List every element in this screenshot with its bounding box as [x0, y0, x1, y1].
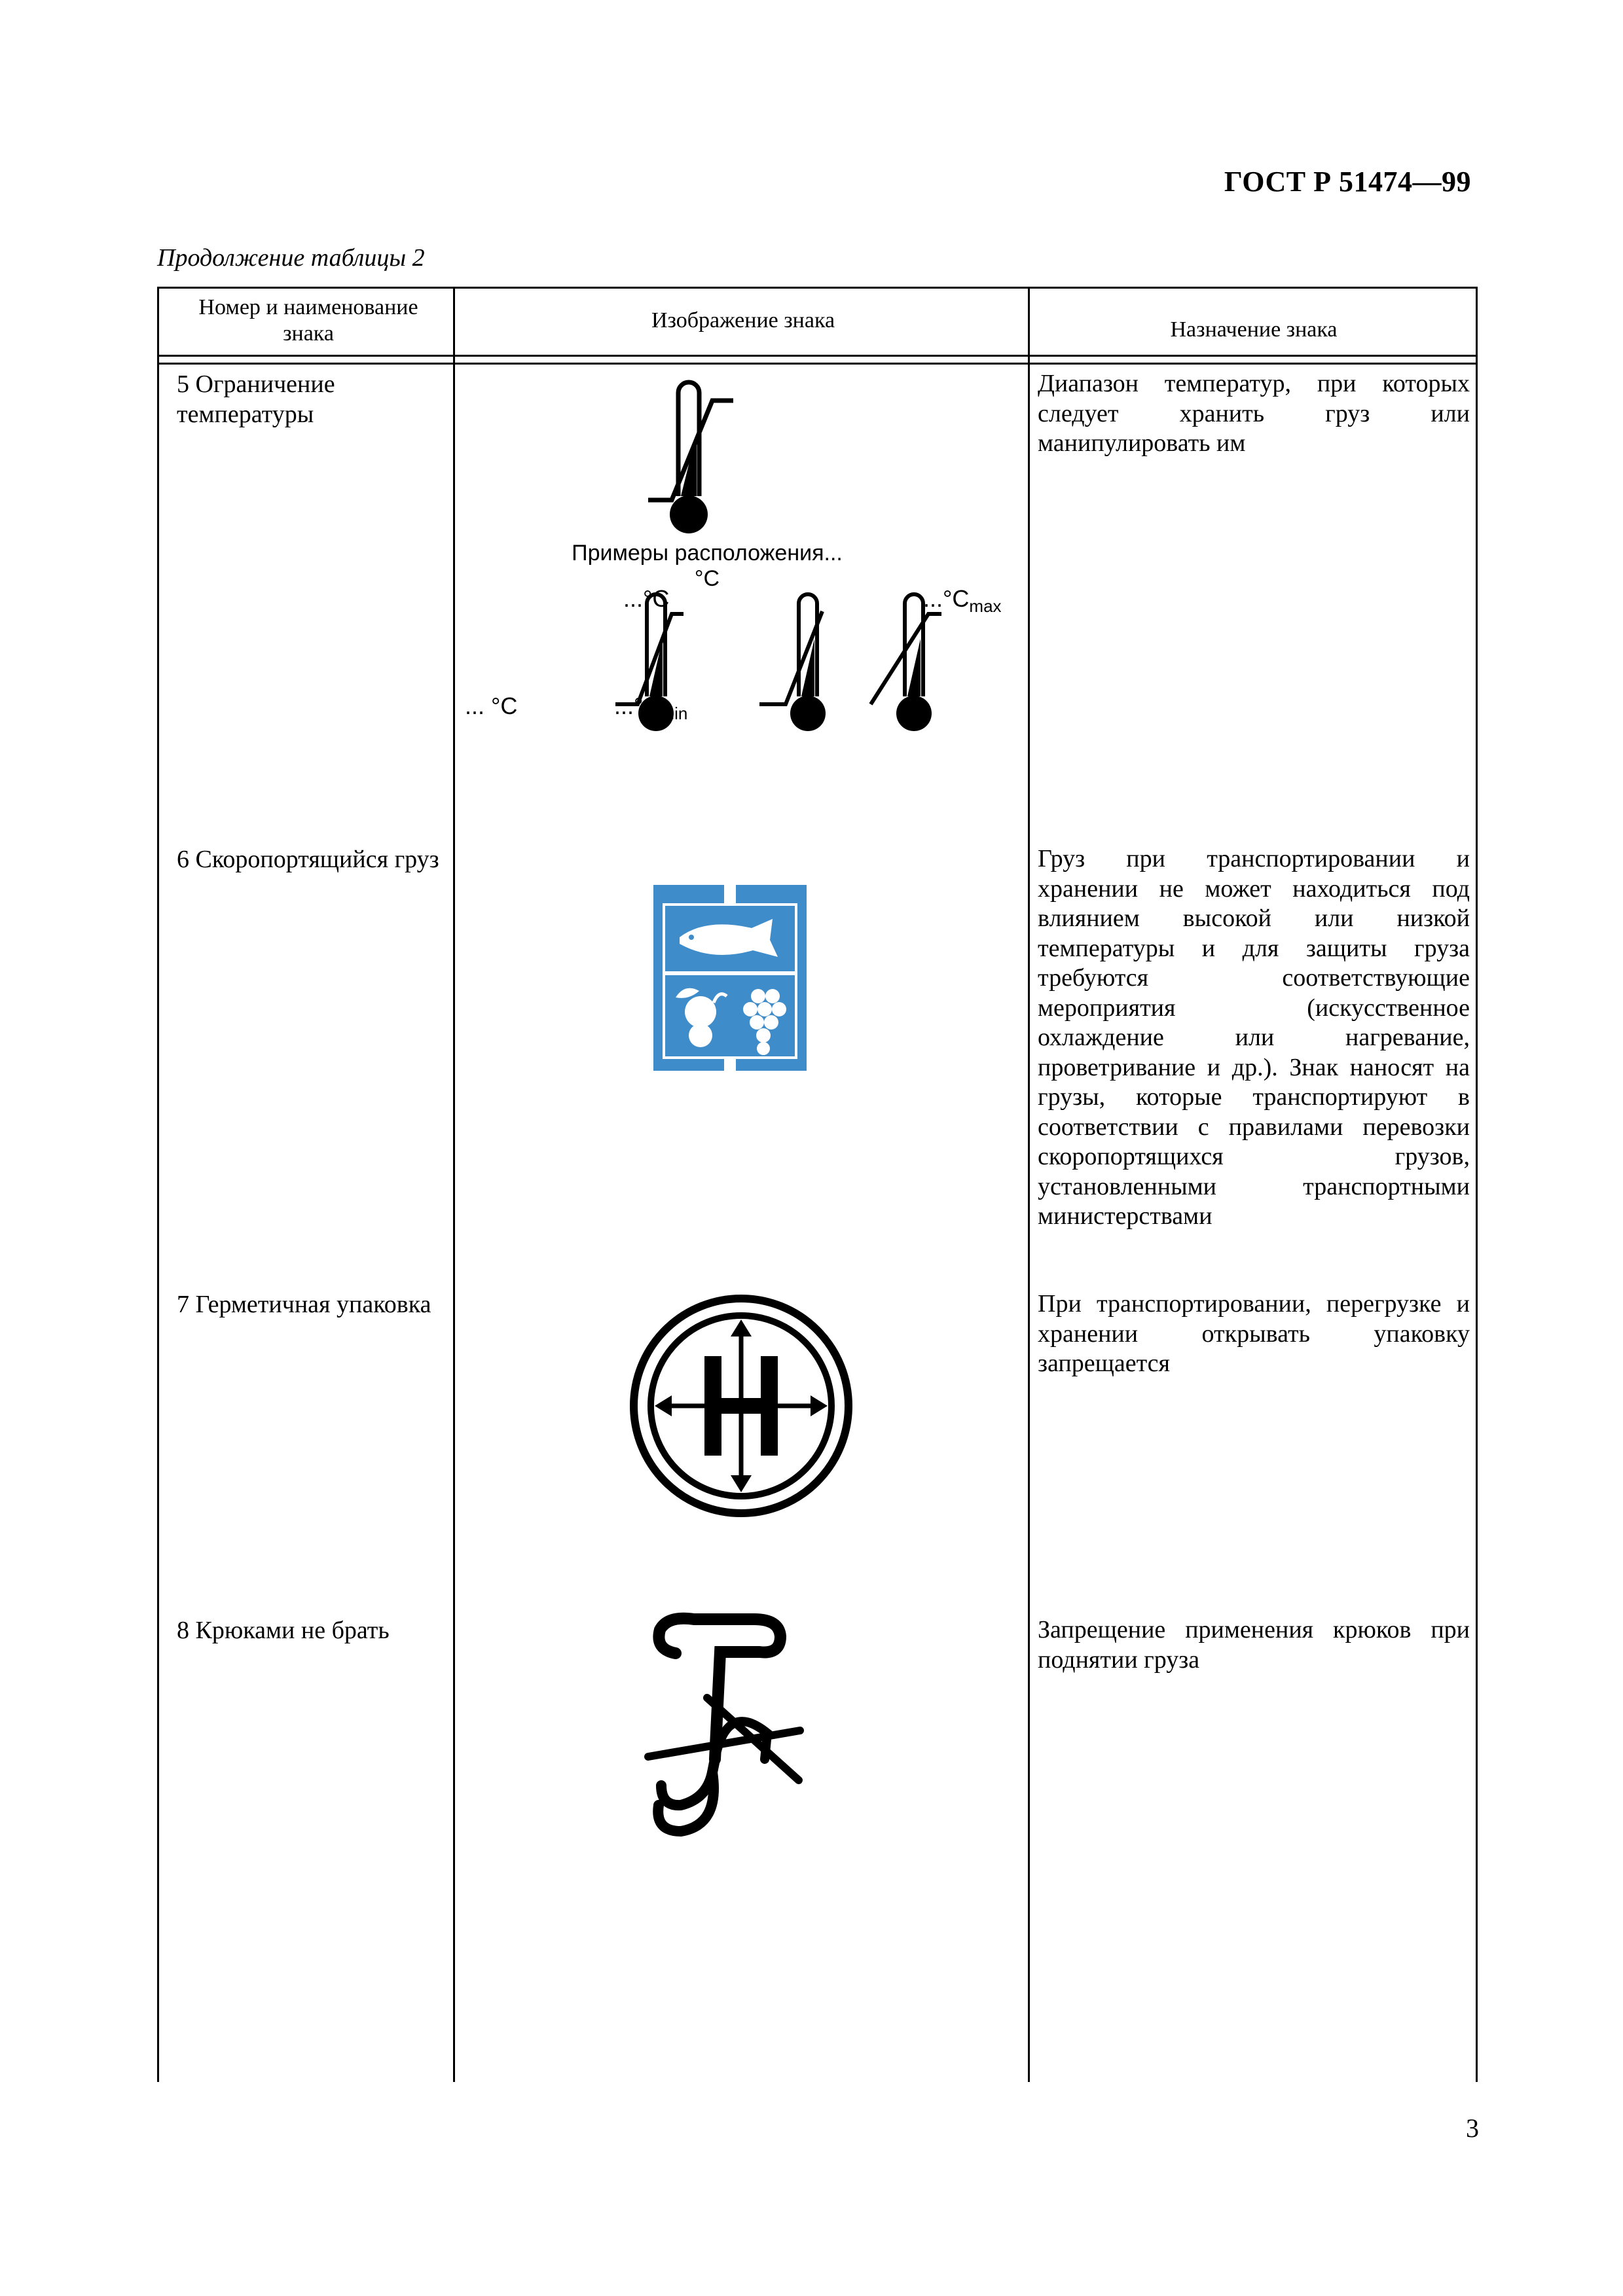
thermometer-example-min-icon — [759, 592, 845, 737]
label-c-top: ...°C — [623, 585, 670, 612]
label-c-left: ... °C — [465, 692, 518, 719]
row-8-name: 8 Крюками не брать — [177, 1617, 390, 1644]
document-code: ГОСТ Р 51474—99 — [1224, 166, 1471, 198]
row-5-name: 5 Ограничение температуры — [177, 370, 335, 428]
header-name: Номер и наименование знака — [198, 295, 418, 346]
header-purpose: Назначение знака — [1170, 317, 1338, 342]
row-8-description: Запрещение применения крюков при поднятии груза — [1038, 1616, 1470, 1674]
no-hooks-icon — [642, 1609, 825, 1857]
sealed-package-icon — [629, 1293, 854, 1518]
row-6-description: Груз при транспортировании и хранении не может находиться под влиянием высокой или низкой температуры и для защиты груза требуются соответствующие мероприятия (искусственное охлаждение или нагревание, проветривание и др.). Знак наносят на грузы, которые транспортируют в соответствии с правилами перевозки скоропортящихся грузов, установленными транспортными министерствами — [1038, 845, 1470, 1230]
page-number: 3 — [1466, 2113, 1479, 2143]
table-border-left — [157, 287, 159, 2082]
row-7-description: При транспортировании, перегрузке и хранении открывать упаковку запрещается — [1038, 1290, 1470, 1377]
signs-table — [157, 287, 1478, 2082]
row-6-name: 6 Скоропортящийся груз — [177, 846, 439, 873]
label-c-min: $...^\circ C_{min}$ — [614, 692, 688, 724]
thermometer-icon — [642, 377, 773, 547]
examples-label: Примеры расположения...°C — [572, 541, 843, 591]
column-divider-2 — [1028, 287, 1030, 2082]
header-image: Изображение знака — [651, 308, 835, 332]
label-c-max: $...^\circ C_{max}$ — [923, 585, 1002, 617]
column-divider-1 — [453, 287, 455, 2082]
perishable-fish-fruit-icon — [653, 885, 807, 1071]
table-border-right — [1476, 287, 1478, 2082]
row-5-description: Диапазон температур, при которых следует хранить груз или манипулировать им — [1038, 370, 1470, 457]
table-caption: Продолжение таблицы 2 — [157, 244, 425, 272]
row-7-name: 7 Герметичная упаковка — [177, 1291, 431, 1318]
